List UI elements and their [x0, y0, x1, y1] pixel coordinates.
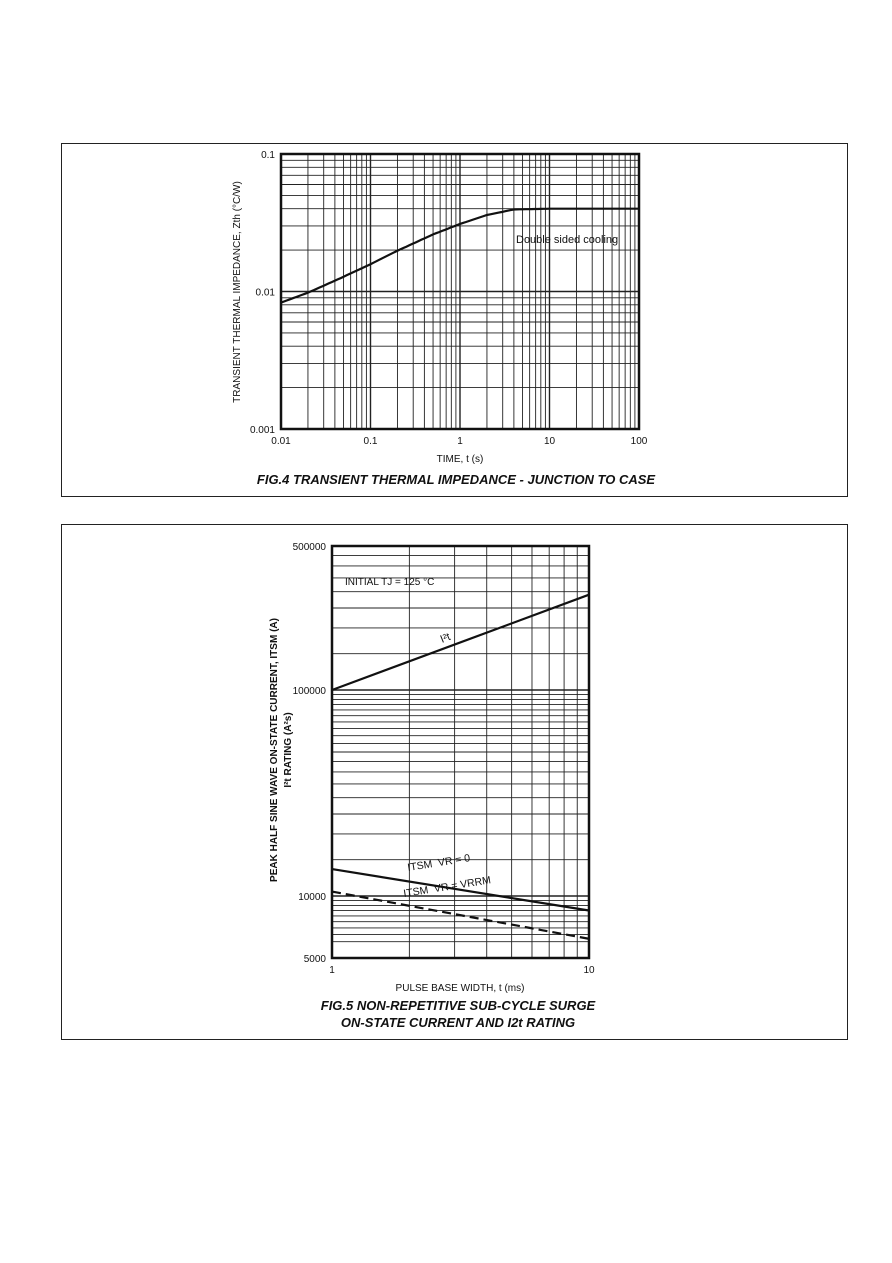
fig5-y-tick-label: 500000 [292, 542, 326, 553]
fig5-y-axis-label-2: I²t RATING (A²s) [283, 712, 294, 788]
figure-5-panel [61, 524, 848, 1040]
fig4-annotation-double-sided-cooling: Double sided cooling [516, 234, 619, 246]
fig5-x-tick-label: 10 [583, 965, 595, 976]
fig4-x-tick-label: 0.01 [271, 436, 291, 447]
figure-4-panel [61, 143, 848, 497]
fig4-y-axis-label: TRANSIENT THERMAL IMPEDANCE, Zth (°C/W) [232, 181, 243, 403]
fig4-grid [281, 154, 639, 429]
fig5-y-axis-label-1: PEAK HALF SINE WAVE ON-STATE CURRENT, ITSM (A) [269, 618, 280, 882]
fig4-x-tick-label: 1 [457, 436, 463, 447]
fig5-label-i2t: I²t [438, 630, 453, 646]
fig4-y-tick-label: 0.1 [261, 150, 275, 161]
fig5-x-tick-label: 1 [329, 965, 335, 976]
fig5-y-tick-label: 10000 [298, 891, 326, 903]
figure-4-chart [62, 144, 849, 498]
fig4-tick-labels [250, 150, 648, 447]
fig5-grid [332, 546, 589, 958]
fig5-y-tick-label: 100000 [292, 685, 326, 697]
fig5-x-axis-label: PULSE BASE WIDTH, t (ms) [395, 983, 525, 994]
fig5-caption-line-2: ON-STATE CURRENT AND I2t RATING [340, 1015, 576, 1030]
fig5-series-itsm-vrrm-line [332, 892, 589, 939]
fig4-caption: FIG.4 TRANSIENT THERMAL IMPEDANCE - JUNCTION TO CASE [256, 472, 656, 487]
fig5-series-i2t-line [332, 595, 589, 690]
fig5-caption-line-1: FIG.5 NON-REPETITIVE SUB-CYCLE SURGE [320, 998, 596, 1013]
fig5-label-itsm-vr0: ITSM VR = 0 [406, 852, 472, 874]
fig5-annotation-initial-tj: INITIAL TJ = 125 °C [345, 577, 435, 588]
fig4-x-tick-label: 0.1 [363, 436, 378, 447]
fig4-x-axis-label: TIME, t (s) [436, 454, 484, 465]
fig5-y-tick-label: 5000 [303, 954, 326, 965]
fig4-x-tick-label: 10 [543, 436, 556, 447]
fig5-label-itsm-vrrm: ITSM VR = VRRM [402, 874, 492, 900]
fig4-y-tick-label: 0.01 [255, 287, 275, 299]
fig4-y-tick-label: 0.001 [249, 425, 275, 436]
fig4-x-tick-label: 100 [630, 436, 648, 447]
figure-5-chart [62, 525, 849, 1041]
